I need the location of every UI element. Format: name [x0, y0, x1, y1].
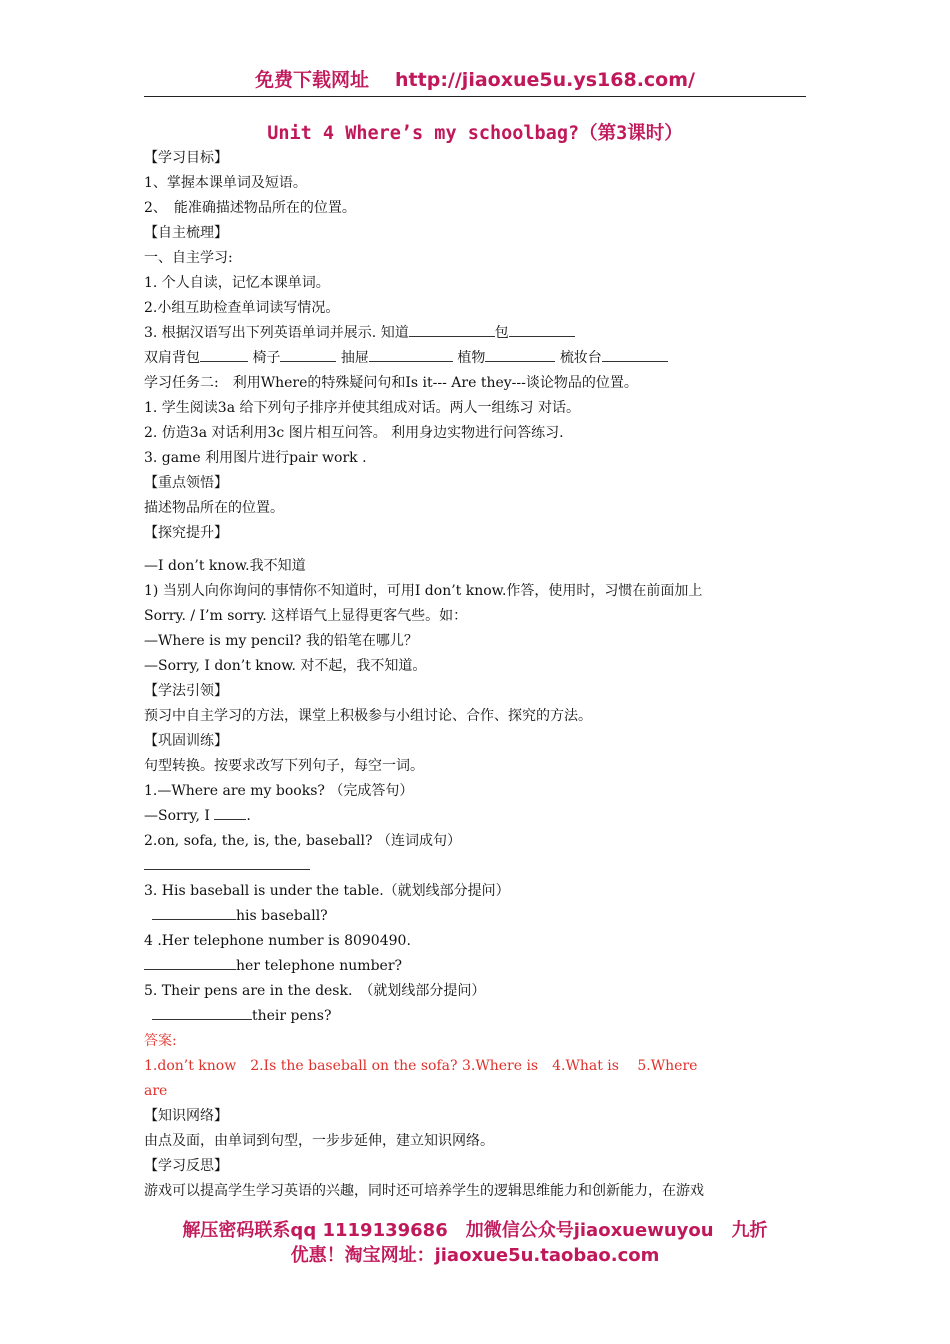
q1-prefix: —Sorry, I	[144, 808, 215, 824]
step-3-vocab	[144, 321, 808, 346]
blank	[200, 347, 248, 362]
blank	[509, 322, 575, 337]
page-header	[144, 66, 806, 97]
footer-line-2: 优惠！淘宝网址：jiaoxue5u.taobao.com	[290, 1245, 660, 1266]
header-url-link[interactable]: http://jiaoxue5u.ys168.com/	[395, 69, 695, 91]
question-2-answer-line	[144, 854, 808, 879]
explore-example-1: —Where is my pencil? 我的铅笔在哪儿？	[144, 633, 418, 649]
vocab-line-2	[144, 346, 808, 371]
vocab-item: 抽屉	[340, 350, 369, 366]
answers-line-2: are	[144, 1083, 168, 1099]
key-points-text: 描述物品所在的位置。	[144, 500, 284, 516]
heading-objectives: 【学习目标】	[144, 150, 228, 166]
vocab-item: 梳妆台	[559, 350, 602, 366]
heading-reflection: 【学习反思】	[144, 1158, 228, 1174]
question-4: 4 .Her telephone number is 8090490.	[144, 933, 411, 949]
explore-para-2: Sorry. / I’m sorry. 这样语气上显得更客气些。如：	[144, 608, 468, 624]
heading-network: 【知识网络】	[144, 1108, 228, 1124]
explore-para-1: 1) 当别人向你询问的事情你不知道时，可用I don’t know.作答，使用时，习惯在前面加上	[144, 583, 703, 599]
vocab-word-bag: 包	[494, 325, 509, 341]
blank	[152, 1005, 252, 1020]
page-footer	[144, 1218, 806, 1268]
blank	[602, 347, 668, 362]
question-5: 5. Their pens are in the desk. （就划线部分提问）	[144, 983, 486, 999]
task-2-item-3: 3. game 利用图片进行pair work .	[144, 450, 367, 466]
section-self-study: 一、自主学习:	[144, 250, 233, 266]
q5-answer-text: their pens?	[252, 1008, 332, 1024]
task-2: 学习任务二: 利用Where的特殊疑问句和Is it--- Are they---谈论物品的位置。	[144, 375, 638, 391]
objective-2: 2、 能准确描述物品所在的位置。	[144, 200, 356, 216]
blank	[144, 855, 310, 870]
blank	[152, 905, 236, 920]
blank	[280, 347, 336, 362]
explore-sub: —I don’t know.我不知道	[144, 558, 306, 574]
q1-suffix: .	[246, 808, 251, 824]
question-2: 2.on, sofa, the, is, the, baseball? （连词成句）	[144, 833, 461, 849]
method-text: 预习中自主学习的方法，课堂上积极参与小组讨论、合作、探究的方法。	[144, 708, 592, 724]
question-1: 1.—Where are my books? （完成答句）	[144, 783, 414, 799]
explore-example-2: —Sorry, I don’t know. 对不起，我不知道。	[144, 658, 427, 674]
question-5-answer-line	[144, 1004, 808, 1029]
answers-label: 答案:	[144, 1033, 177, 1049]
document-body	[144, 146, 808, 1204]
heading-practice: 【巩固训练】	[144, 733, 228, 749]
heading-key-points: 【重点领悟】	[144, 475, 228, 491]
practice-intro: 句型转换。按要求改写下列句子，每空一词。	[144, 758, 424, 774]
lesson-title: Unit 4 Where’s my schoolbag?（第3课时）	[267, 123, 683, 144]
question-3: 3. His baseball is under the table.（就划线部分提问）	[144, 883, 510, 899]
q3-answer-text: his baseball?	[236, 908, 328, 924]
blank	[144, 955, 236, 970]
q4-answer-text: her telephone number?	[236, 958, 403, 974]
reflection-text: 游戏可以提高学生学习英语的兴趣，同时还可培养学生的逻辑思维能力和创新能力，在游戏	[144, 1183, 704, 1199]
question-4-answer-line	[144, 954, 808, 979]
blank	[409, 322, 495, 337]
task-2-item-2: 2. 仿造3a 对话利用3c 图片相互问答。 利用身边实物进行问答练习.	[144, 425, 564, 441]
vocab-item: 椅子	[252, 350, 281, 366]
network-text: 由点及面，由单词到句型，一步步延伸，建立知识网络。	[144, 1133, 494, 1149]
step-1: 1. 个人自读，记忆本课单词。	[144, 275, 330, 291]
vocab-item: 双肩背包	[144, 350, 200, 366]
blank	[214, 805, 246, 820]
heading-method: 【学法引领】	[144, 683, 228, 699]
vocab-item: 植物	[457, 350, 486, 366]
question-3-answer-line	[144, 904, 808, 929]
header-label: 免费下载网址	[255, 69, 370, 91]
heading-self-study: 【自主梳理】	[144, 225, 228, 241]
objective-1: 1、掌握本课单词及短语。	[144, 175, 307, 191]
question-1-answer-line	[144, 804, 808, 829]
footer-line-1: 解压密码联系qq 1119139686 加微信公众号jiaoxuewuyou 九折	[182, 1220, 768, 1241]
answers-line-1: 1.don’t know 2.Is the baseball on the sofa? 3.Where is 4.What is 5.Where	[144, 1058, 698, 1074]
heading-explore: 【探究提升】	[144, 525, 228, 541]
blank	[369, 347, 453, 362]
blank	[485, 347, 555, 362]
task-2-item-1: 1. 学生阅读3a 给下列句子排序并使其组成对话。两人一组练习 对话。	[144, 400, 580, 416]
vocab-prefix: 3. 根据汉语写出下列英语单词并展示. 知道	[144, 325, 409, 341]
step-2: 2.小组互助检查单词读写情况。	[144, 300, 340, 316]
